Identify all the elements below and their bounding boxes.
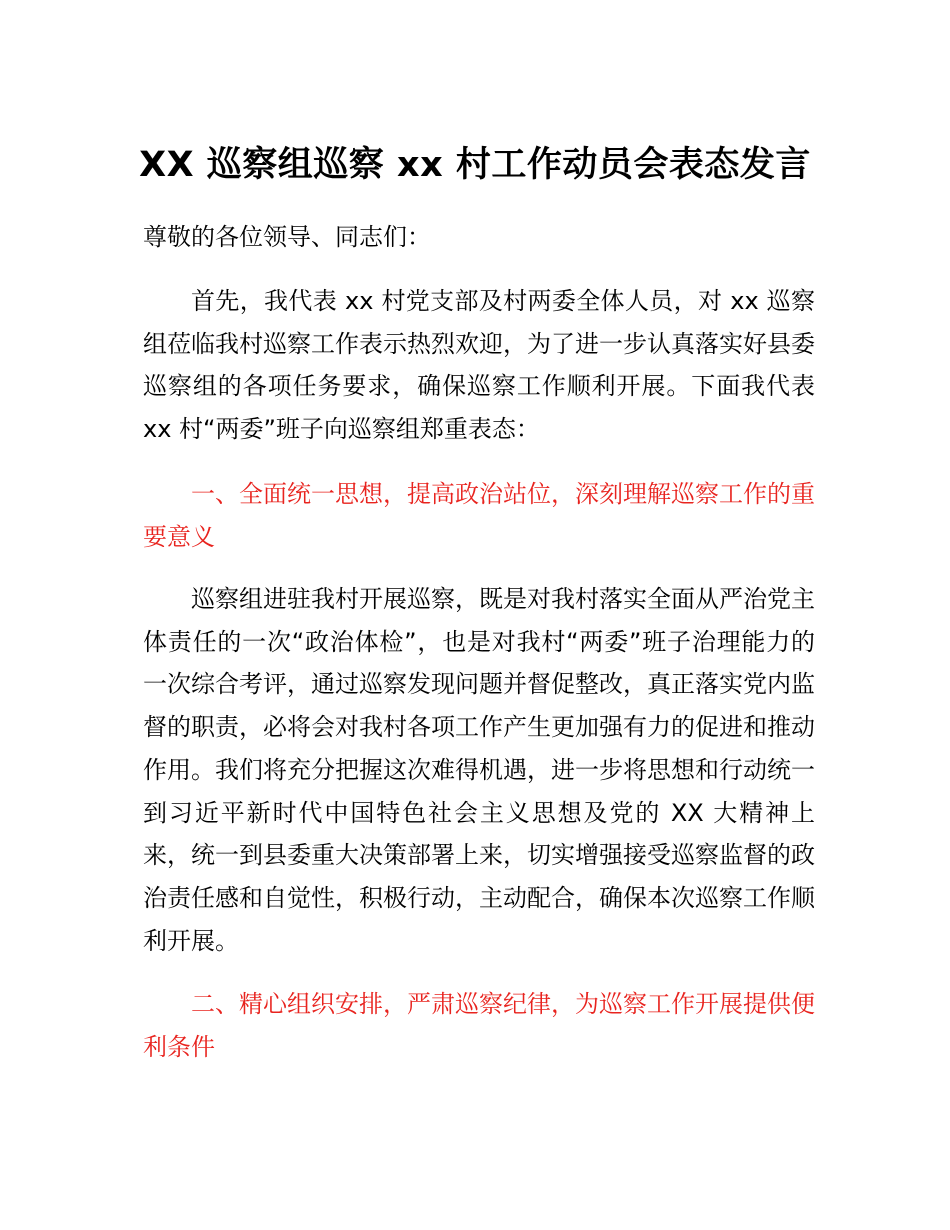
- section-heading-2: 二、精心组织安排，严肃巡察纪律，为巡察工作开展提供便利条件: [143, 990, 815, 1061]
- document-title: XX 巡察组巡察 xx 村工作动员会表态发言: [139, 145, 811, 185]
- section-1-paragraph: 巡察组进驻我村开展巡察，既是对我村落实全面从严治党主体责任的一次“政治体检”，也是对我村“两委”班子治理能力的一次综合考评，通过巡察发现问题并督促整改，真正落实党内监督的职责，必将会对我村各项工作产生更加强有力的促进和推动作用。我们将充分把握这次难得机遇，进一步将思想和行动统一到习近平新时代中国特色社会主义思想及党的 XX 大精神上来，统一到县委重大决策部署上来，切实增强接受巡察监督的政治责任感和自觉性，积极行动，主动配合，确保本次巡察工作顺利开展。: [143, 585, 815, 955]
- salutation: 尊敬的各位领导、同志们：: [143, 223, 431, 251]
- section-heading-1: 一、全面统一思想，提高政治站位，深刻理解巡察工作的重要意义: [143, 480, 815, 551]
- intro-paragraph: 首先，我代表 xx 村党支部及村两委全体人员，对 xx 巡察组莅临我村巡察工作表示热烈欢迎，为了进一步认真落实好县委巡察组的各项任务要求，确保巡察工作顺利开展。下面我代表 xx 村“两委”班子向巡察组郑重表态：: [143, 287, 815, 444]
